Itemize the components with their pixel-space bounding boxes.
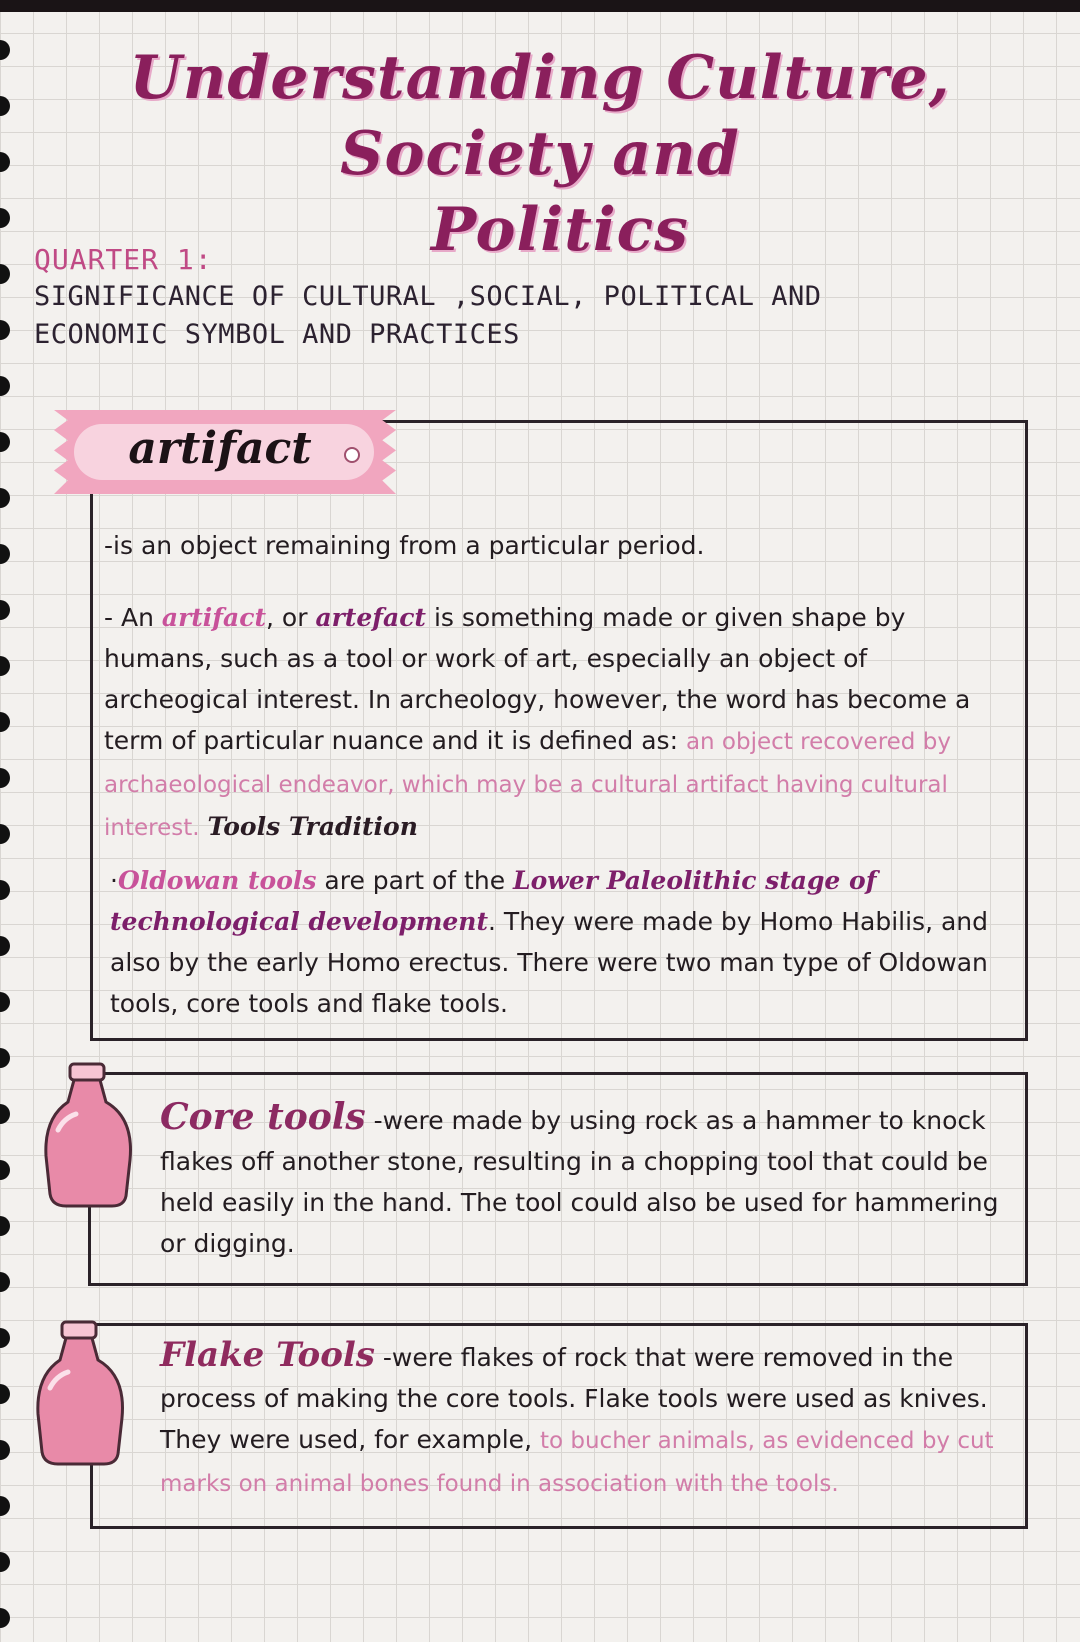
flake-tools-text xyxy=(160,1335,1010,1505)
tag-dot-icon xyxy=(344,447,360,463)
core-tools-heading: Core tools xyxy=(160,1096,366,1138)
def2-highlight: an object recovered by archaeological endeavor, which may be a cultural artifact having cultural interest. xyxy=(104,729,951,841)
def2-body: is something made or given shape by humans, such as a tool or work of art, especially an object of archeogical interest. In archeology, however, the word has become a term of particular nuance and it is defined as: xyxy=(104,603,971,755)
title-line-1: Understanding Culture, Society and xyxy=(129,43,951,189)
def2-prefix: - An xyxy=(104,603,154,632)
artefact-word: artefact xyxy=(315,603,426,632)
artifact-word: artifact xyxy=(161,603,267,632)
quarter-label: QUARTER 1: xyxy=(34,243,213,276)
subheading-line-1: SIGNIFICANCE OF CULTURAL ,SOCIAL, POLITICAL AND xyxy=(34,281,822,312)
oldowan-tools-term: Oldowan tools xyxy=(117,866,317,895)
paleolithic-stage-term: Lower Paleolithic stage of technological development xyxy=(110,866,877,936)
oldowan-paragraph: ·Oldowan tools are part of the Lower Paleolithic stage of technological development. They were made by Homo Habilis, and also by the early Homo erectus. There were two man type of Oldowan tools, core tools and flake tools. xyxy=(110,866,988,1018)
def2-or: , or xyxy=(266,603,308,632)
artifact-tag-label: artifact xyxy=(128,423,312,474)
milk-bottle-icon-2 xyxy=(28,1318,138,1468)
notebook-holes xyxy=(0,40,14,1640)
page-title xyxy=(40,40,1040,268)
flake-tools-heading: Flake Tools xyxy=(160,1335,375,1375)
artifact-definition-2 xyxy=(104,597,1004,849)
oldowan-mid: are part of the xyxy=(324,866,506,895)
milk-bottle-icon xyxy=(36,1060,146,1210)
section-subheading xyxy=(34,278,1034,354)
flake-tools-highlight: to bucher animals, as evidenced by cut marks on animal bones found in association with the tools. xyxy=(160,1428,994,1497)
tools-tradition-label: Tools Tradition xyxy=(207,812,418,841)
oldowan-body: . They were made by Homo Habilis, and also by the early Homo erectus. There were two man type of Oldowan tools, core tools and flake tools. xyxy=(110,907,988,1018)
flake-tools-body: -were flakes of rock that were removed in the process of making the core tools. Flake tools were used as knives. They were used, for example, xyxy=(160,1343,988,1454)
artifact-definition-1: -is an object remaining from a particular period. xyxy=(104,531,705,560)
core-tools-text xyxy=(160,1097,1010,1264)
title-line-2: Politics xyxy=(431,195,689,265)
top-edge xyxy=(0,0,1080,12)
subheading-line-2: ECONOMIC SYMBOL AND PRACTICES xyxy=(34,319,520,350)
core-tools-body: -were made by using rock as a hammer to knock flakes off another stone, resulting in a chopping tool that could be held easily in the hand. The tool could also be used for hammering or digging. xyxy=(160,1106,999,1258)
